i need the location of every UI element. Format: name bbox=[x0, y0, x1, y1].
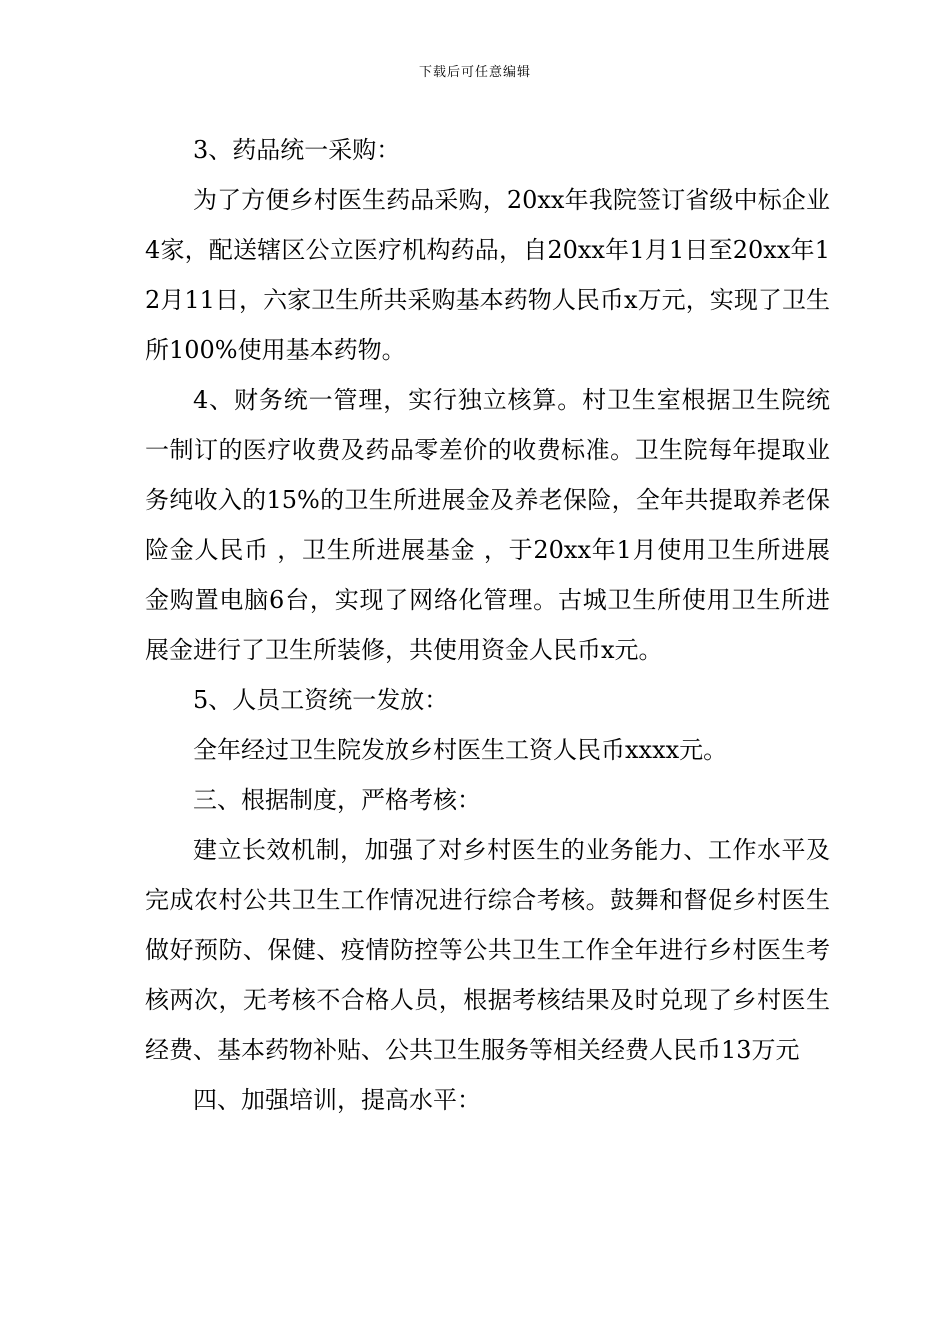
document-body bbox=[145, 125, 830, 1125]
paragraph-training-heading: 四、加强培训，提高水平： bbox=[193, 1086, 481, 1114]
paragraph-drug-procurement: 为了方便乡村医生药品采购，20xx年我院签订省级中标企业4家，配送辖区公立医疗机构药品，自20xx年1月1日至20xx年12月11日，六家卫生所共采购基本药物人民币x万元，实现了卫生所100%使用基本药物。 bbox=[145, 186, 830, 364]
paragraph-assessment: 建立长效机制，加强了对乡村医生的业务能力、工作水平及完成农村公共卫生工作情况进行综合考核。鼓舞和督促乡村医生做好预防、保健、疫情防控等公共卫生工作全年进行乡村医生考核两次，无考核不合格人员，根据考核结果及时兑现了乡村医生经费、基本药物补贴、公共卫生服务等相关经费人民币13万元 bbox=[145, 836, 830, 1064]
paragraph-salary-heading: 5、人员工资统一发放： bbox=[193, 686, 449, 714]
paragraph-finance-management: 4、财务统一管理，实行独立核算。村卫生室根据卫生院统一制订的医疗收费及药品零差价的收费标准。卫生院每年提取业务纯收入的15%的卫生所进展金及养老保险，全年共提取养老保险金人民币 ，卫生所进展基金 ，于20xx年1月使用卫生所进展金购置电脑6台，实现了网络化管理。古城卫生所使用卫生所进展金进行了卫生所装修，共使用资金人民币x元。 bbox=[145, 386, 830, 664]
page-header: 下载后可任意编辑 bbox=[418, 65, 531, 80]
paragraph-salary: 全年经过卫生院发放乡村医生工资人民币xxxx元。 bbox=[193, 736, 728, 764]
paragraph-drug-procurement-heading: 3、药品统一采购： bbox=[193, 136, 401, 164]
paragraph-assessment-heading: 三、根据制度，严格考核： bbox=[193, 786, 481, 814]
